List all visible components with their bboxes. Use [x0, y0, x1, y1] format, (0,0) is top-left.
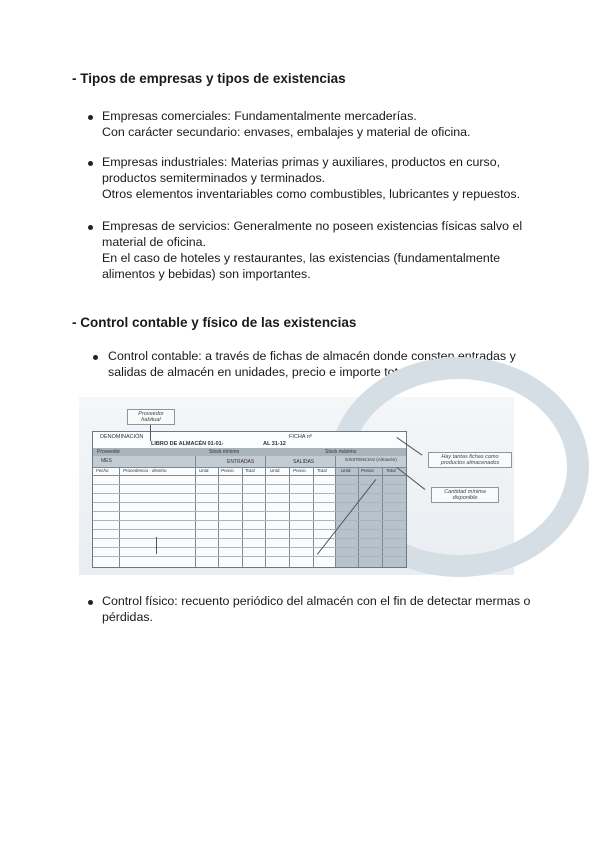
grid-vline [289, 467, 290, 567]
bullet-dot [88, 225, 93, 230]
form-col-unid: Unid. [270, 468, 281, 473]
form-entradas: ENTRADAS [227, 459, 255, 465]
form-proveedor: Proveedor [97, 449, 121, 455]
section-heading-control: - Control contable y físico de las existencias [72, 315, 357, 330]
text-line: Control contable: a través de fichas de almacén donde consten entradas y [108, 349, 516, 363]
form-col-total: Total [245, 468, 255, 473]
text-line: productos semiterminados y terminados. [102, 171, 326, 185]
bullet-empresas-industriales [102, 154, 520, 202]
grid-vline [382, 467, 383, 567]
pointer-line [150, 425, 151, 441]
form-col-total: Total [386, 468, 396, 473]
text-line: Empresas industriales: Materias primas y auxiliares, productos en curso, [102, 155, 501, 169]
form-col-unid: Unid. [199, 468, 210, 473]
grid-hline [93, 493, 406, 494]
form-libro-almacen: LIBRO DE ALMACÉN 01-01- [151, 441, 224, 447]
form-al-fecha: AL 31-12 [263, 441, 286, 447]
grid-hline [93, 547, 406, 548]
form-col-precio: Precio [361, 468, 374, 473]
text-line: Con carácter secundario: envases, embalajes y material de oficina. [102, 125, 471, 139]
bullet-dot [88, 115, 93, 120]
callout-proveedor-habitual: Proveedor habitual [127, 409, 175, 425]
grid-hline [93, 520, 406, 521]
bullet-dot [93, 355, 98, 360]
grid-vline [358, 467, 359, 567]
grid-vline [313, 467, 314, 567]
text-line: Control físico: recuento periódico del almacén con el fin de detectar mermas o [102, 594, 531, 608]
form-existencias: EXISTENCIAS (Almacén) [345, 457, 397, 462]
text-line: Otros elementos inventariables como combustibles, lubricantes y repuestos. [102, 187, 521, 201]
form-stock-minimo: Stock mínimo [209, 449, 240, 455]
form-denominacion: DENOMINACIÓN [100, 434, 144, 440]
grid-hline [93, 529, 406, 530]
form-ficha-numero: FICHA nº [289, 434, 312, 440]
grid-hline [93, 511, 406, 512]
callout-hay-tantas-fichas: Hay tantas fichas como productos almacenados [428, 452, 512, 468]
bullet-dot [88, 600, 93, 605]
form-col-total: Total [317, 468, 327, 473]
text-line: pérdidas. [102, 610, 153, 624]
grid-hline [93, 556, 406, 557]
form-salidas: SALIDAS [293, 459, 315, 465]
callout-cantidad-minima: Cantidad mínima disponible [431, 487, 499, 503]
text-line: alimentos y bebidas) son importantes. [102, 267, 311, 281]
form-subheader-line [93, 475, 406, 476]
grid-hline [93, 484, 406, 485]
grid-vline [242, 467, 243, 567]
bullet-dot [88, 161, 93, 166]
grid-vline [218, 467, 219, 567]
text-line: Empresas comerciales: Fundamentalmente mercaderías. [102, 109, 417, 123]
form-stock-maximo: Stock máximo [325, 449, 357, 455]
bullet-empresas-comerciales [102, 108, 470, 140]
form-col-fecha: Fecha [96, 468, 109, 473]
bullet-control-fisico [102, 593, 530, 625]
grid-vline [119, 467, 120, 567]
form-col-precio: Precio [221, 468, 234, 473]
text-line: salidas de almacén en unidades, precio e importe total. [108, 365, 412, 379]
bullet-empresas-servicios [102, 218, 522, 282]
ficha-almacen-figure [79, 397, 514, 575]
text-line: En el caso de hoteles y restaurantes, las existencias (fundamentalmente [102, 251, 501, 265]
text-line: material de oficina. [102, 235, 206, 249]
section-heading-tipos: - Tipos de empresas y tipos de existencias [72, 71, 346, 86]
grid-hline [93, 502, 406, 503]
form-col-unid: Unid. [341, 468, 352, 473]
form-col-procedencia: Procedencia - destino [123, 468, 167, 473]
text-line: Empresas de servicios: Generalmente no poseen existencias físicas salvo el [102, 219, 523, 233]
form-mes: MES [101, 458, 112, 464]
form-proveedor-row [93, 448, 406, 456]
pointer-line [156, 537, 157, 554]
form-col-precio: Precio [293, 468, 306, 473]
grid-hline [93, 538, 406, 539]
